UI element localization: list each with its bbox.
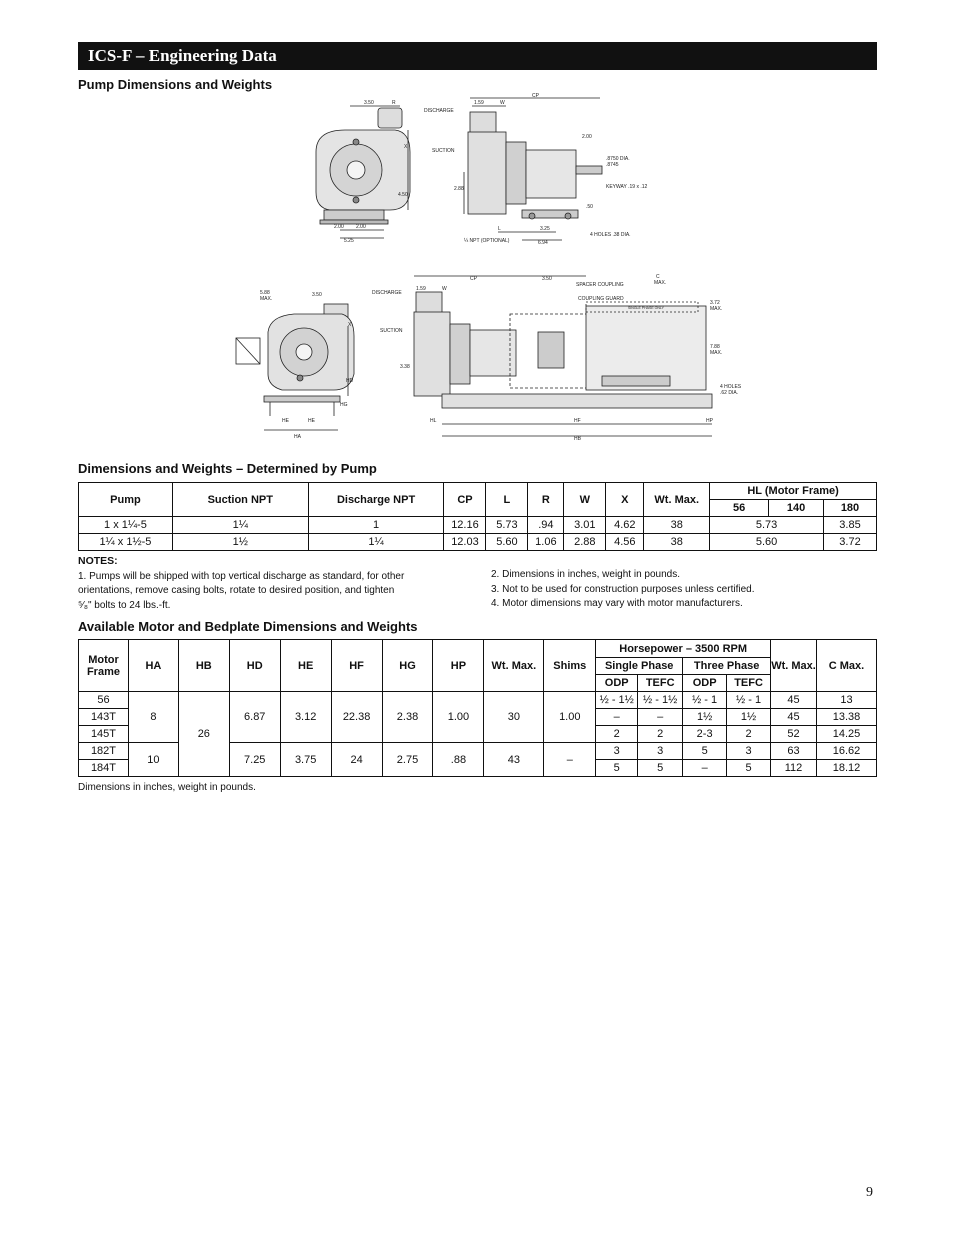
svg-text:MAX.: MAX.	[710, 350, 723, 356]
note-2: 2. Dimensions in inches, weight in pounds.	[491, 569, 680, 580]
svg-text:2.88: 2.88	[454, 186, 464, 192]
table1-header-wt: Wt. Max.	[644, 483, 710, 517]
table-cell: .88	[433, 743, 484, 777]
svg-text:HP: HP	[706, 418, 713, 424]
motor-bedplate-table	[78, 639, 877, 777]
svg-text:3.50: 3.50	[364, 100, 374, 106]
svg-text:.8745: .8745	[606, 162, 619, 168]
svg-text:3.25: 3.25	[540, 226, 550, 232]
svg-text:5.88: 5.88	[260, 290, 270, 296]
svg-text:DISCHARGE: DISCHARGE	[372, 290, 402, 296]
notes-right	[491, 568, 871, 612]
table1-header-w: W	[564, 483, 606, 517]
table-cell: 8	[128, 692, 178, 743]
table-cell: 18.12	[816, 760, 876, 777]
table2-header-single-phase: Single Phase	[596, 658, 683, 675]
table-cell: 1.00	[433, 692, 484, 743]
table1-header-hl-140: 140	[769, 500, 824, 517]
table-cell: 2-3	[683, 726, 727, 743]
table-cell: 1¼	[308, 534, 444, 551]
table-cell: 145T	[79, 726, 129, 743]
svg-text:SUCTION: SUCTION	[380, 328, 403, 334]
table1-header-discharge: Discharge NPT	[308, 483, 444, 517]
svg-text:MAX.: MAX.	[260, 296, 273, 302]
table-cell: 1.00	[544, 692, 596, 743]
note-1-line-3: ⁵⁄₈" bolts to 24 lbs.-ft.	[78, 599, 171, 611]
table-cell: –	[544, 743, 596, 777]
svg-text:X: X	[404, 144, 408, 150]
table-cell: 143T	[79, 709, 129, 726]
svg-text:6.94: 6.94	[538, 240, 548, 246]
svg-text:W: W	[500, 100, 505, 106]
svg-text:.62 DIA.: .62 DIA.	[720, 390, 739, 396]
svg-text:DISCHARGE: DISCHARGE	[424, 108, 454, 114]
table-cell: 1½	[727, 709, 771, 726]
table-cell: 2	[596, 726, 638, 743]
table2-header-wt: Wt. Max.	[484, 640, 544, 692]
table2-header-ha: HA	[128, 640, 178, 692]
svg-text:.8750 DIA.: .8750 DIA.	[606, 156, 630, 162]
table-cell: 5	[683, 743, 727, 760]
table-cell: ½ - 1	[727, 692, 771, 709]
svg-text:CP: CP	[532, 93, 539, 99]
table-cell: 2.38	[382, 692, 433, 743]
svg-text:MAX.: MAX.	[710, 306, 723, 312]
table-cell: 63	[771, 743, 817, 760]
table-cell: 2.75	[382, 743, 433, 777]
table2-header-shims: Shims	[544, 640, 596, 692]
table2-header-hf: HF	[331, 640, 382, 692]
table1-header-cp: CP	[444, 483, 486, 517]
table2-header-hg: HG	[382, 640, 433, 692]
table-cell: 1	[308, 517, 444, 534]
table2-header-odp: ODP	[683, 675, 727, 692]
svg-text:X: X	[348, 322, 352, 328]
svg-text:SINGLE PHASE ONLY: SINGLE PHASE ONLY	[628, 306, 664, 310]
pump-dimensions-table	[78, 482, 877, 551]
table-cell: 1½	[172, 534, 308, 551]
table-cell: 24	[331, 743, 382, 777]
svg-text:HA: HA	[294, 434, 301, 440]
page-title: ICS-F – Engineering Data	[78, 42, 877, 70]
svg-text:R: R	[392, 100, 396, 106]
note-4: 4. Motor dimensions may vary with motor manufacturers.	[491, 598, 743, 609]
table-cell: 5	[638, 760, 683, 777]
table-cell: 30	[484, 692, 544, 743]
table-cell: 13	[816, 692, 876, 709]
table-cell: 45	[771, 692, 817, 709]
table-cell: 1.06	[528, 534, 564, 551]
svg-text:2.00: 2.00	[356, 224, 366, 230]
table1-header-r: R	[528, 483, 564, 517]
table2-header-tefc: TEFC	[638, 675, 683, 692]
table-cell: 7.25	[229, 743, 280, 777]
table-cell: 182T	[79, 743, 129, 760]
table-row	[79, 534, 877, 551]
table-cell: 3.75	[280, 743, 331, 777]
table-cell: 4.56	[606, 534, 644, 551]
table-cell: 3.12	[280, 692, 331, 743]
table-cell: .94	[528, 517, 564, 534]
table-cell: 112	[771, 760, 817, 777]
svg-text:.50: .50	[586, 204, 593, 210]
table-cell: 2.88	[564, 534, 606, 551]
table-cell: 184T	[79, 760, 129, 777]
table-cell: 3	[596, 743, 638, 760]
svg-text:SPACER COUPLING: SPACER COUPLING	[576, 282, 624, 288]
svg-text:¼ NPT (OPTIONAL): ¼ NPT (OPTIONAL)	[464, 238, 510, 244]
table-cell: 38	[644, 534, 710, 551]
table1-header-suction: Suction NPT	[172, 483, 308, 517]
svg-text:HF: HF	[574, 418, 581, 424]
table2-header-he: HE	[280, 640, 331, 692]
note-1-line-2: orientations, remove casing bolts, rotate to desired position, and tighten	[78, 585, 395, 596]
table-cell: –	[596, 709, 638, 726]
table-cell: 1¼	[172, 517, 308, 534]
table-cell: 5.60	[710, 534, 824, 551]
svg-text:1.59: 1.59	[416, 286, 426, 292]
table1-header-pump: Pump	[79, 483, 173, 517]
svg-text:3.50: 3.50	[312, 292, 322, 298]
table2-header-tefc: TEFC	[727, 675, 771, 692]
table-cell: 10	[128, 743, 178, 777]
notes-title: NOTES:	[78, 555, 118, 567]
notes-left	[78, 554, 478, 613]
table-cell: 1 x 1¼-5	[79, 517, 173, 534]
svg-text:4.50: 4.50	[398, 192, 408, 198]
table1-header-hl: HL (Motor Frame)	[710, 483, 877, 500]
svg-text:2.00: 2.00	[334, 224, 344, 230]
svg-text:COUPLING GUARD: COUPLING GUARD	[578, 296, 624, 302]
svg-text:3.50: 3.50	[542, 276, 552, 282]
svg-text:L: L	[498, 226, 501, 232]
table-cell: 12.03	[444, 534, 486, 551]
table-cell: 5.60	[486, 534, 528, 551]
table2-header-c-max: C Max.	[816, 640, 876, 692]
table2-header-horsepower: Horsepower – 3500 RPM	[596, 640, 771, 658]
table-cell: 5	[727, 760, 771, 777]
table2-header-hb: HB	[178, 640, 229, 692]
table-cell: 38	[644, 517, 710, 534]
svg-text:W: W	[442, 286, 447, 292]
table-cell: ½ - 1½	[638, 692, 683, 709]
footnote: Dimensions in inches, weight in pounds.	[78, 782, 256, 793]
page-number: 9	[866, 1185, 873, 1200]
table-cell: 13.38	[816, 709, 876, 726]
table-cell: 2	[727, 726, 771, 743]
table1-header-hl-180: 180	[823, 500, 876, 517]
svg-text:1.59: 1.59	[474, 100, 484, 106]
svg-text:7.88: 7.88	[710, 344, 720, 350]
section-title-pump-determined: Dimensions and Weights – Determined by Pump	[78, 461, 377, 476]
svg-text:MAX.: MAX.	[654, 280, 667, 286]
table-cell: 6.87	[229, 692, 280, 743]
table-cell: 4.62	[606, 517, 644, 534]
table2-header-wt-max: Wt. Max.	[771, 640, 817, 692]
table-cell: 45	[771, 709, 817, 726]
table-cell: 14.25	[816, 726, 876, 743]
note-3: 3. Not to be used for construction purposes unless certified.	[491, 583, 755, 595]
table-cell: 3.85	[823, 517, 876, 534]
table1-header-x: X	[606, 483, 644, 517]
svg-text:3.38: 3.38	[400, 364, 410, 370]
pump-dimension-drawing	[300, 92, 660, 252]
table-cell: 5.73	[710, 517, 824, 534]
svg-text:CP: CP	[470, 276, 477, 282]
table2-header-three-phase: Three Phase	[683, 658, 771, 675]
svg-text:HE: HE	[308, 418, 315, 424]
table-cell: 5	[596, 760, 638, 777]
table-row	[79, 692, 877, 709]
bedplate-assembly-drawing	[230, 270, 742, 445]
table-cell: 12.16	[444, 517, 486, 534]
table-cell: 43	[484, 743, 544, 777]
table-cell: 26	[178, 692, 229, 777]
table-cell: 56	[79, 692, 129, 709]
table-cell: 3	[638, 743, 683, 760]
table-cell: 3.72	[823, 534, 876, 551]
svg-text:HD: HD	[346, 378, 354, 384]
note-1-line-1: 1. Pumps will be shipped with top vertical discharge as standard, for other	[78, 570, 405, 582]
svg-text:5.25: 5.25	[344, 238, 354, 244]
svg-text:4 HOLES: 4 HOLES	[720, 384, 742, 390]
svg-text:HB: HB	[574, 436, 581, 442]
svg-text:HG: HG	[340, 402, 348, 408]
table1-header-hl-56: 56	[710, 500, 769, 517]
table-cell: 16.62	[816, 743, 876, 760]
table2-header-motor-frame: Motor Frame	[79, 640, 129, 692]
table-cell: 3.01	[564, 517, 606, 534]
table-cell: –	[638, 709, 683, 726]
section-title-motor-bedplate: Available Motor and Bedplate Dimensions and Weights	[78, 619, 418, 634]
table-cell: 5.73	[486, 517, 528, 534]
table2-header-odp: ODP	[596, 675, 638, 692]
table2-header-hd: HD	[229, 640, 280, 692]
svg-text:2.00: 2.00	[582, 134, 592, 140]
table-cell: 52	[771, 726, 817, 743]
table-row	[79, 517, 877, 534]
table-cell: –	[683, 760, 727, 777]
table-cell: ½ - 1½	[596, 692, 638, 709]
table-cell: ½ - 1	[683, 692, 727, 709]
svg-text:3.72: 3.72	[710, 300, 720, 306]
svg-text:C: C	[656, 274, 660, 280]
table-cell: 2	[638, 726, 683, 743]
svg-text:4 HOLES .38 DIA.: 4 HOLES .38 DIA.	[590, 232, 631, 238]
table-cell: 1¼ x 1½-5	[79, 534, 173, 551]
table-cell: 3	[727, 743, 771, 760]
table-cell: 22.38	[331, 692, 382, 743]
svg-text:SUCTION: SUCTION	[432, 148, 455, 154]
table1-header-l: L	[486, 483, 528, 517]
svg-text:HE: HE	[282, 418, 289, 424]
table-cell: 1½	[683, 709, 727, 726]
table2-header-hp: HP	[433, 640, 484, 692]
svg-text:HL: HL	[430, 418, 437, 424]
svg-text:KEYWAY .19 x .12: KEYWAY .19 x .12	[606, 184, 648, 190]
section-title-pump-dimensions: Pump Dimensions and Weights	[78, 77, 273, 92]
